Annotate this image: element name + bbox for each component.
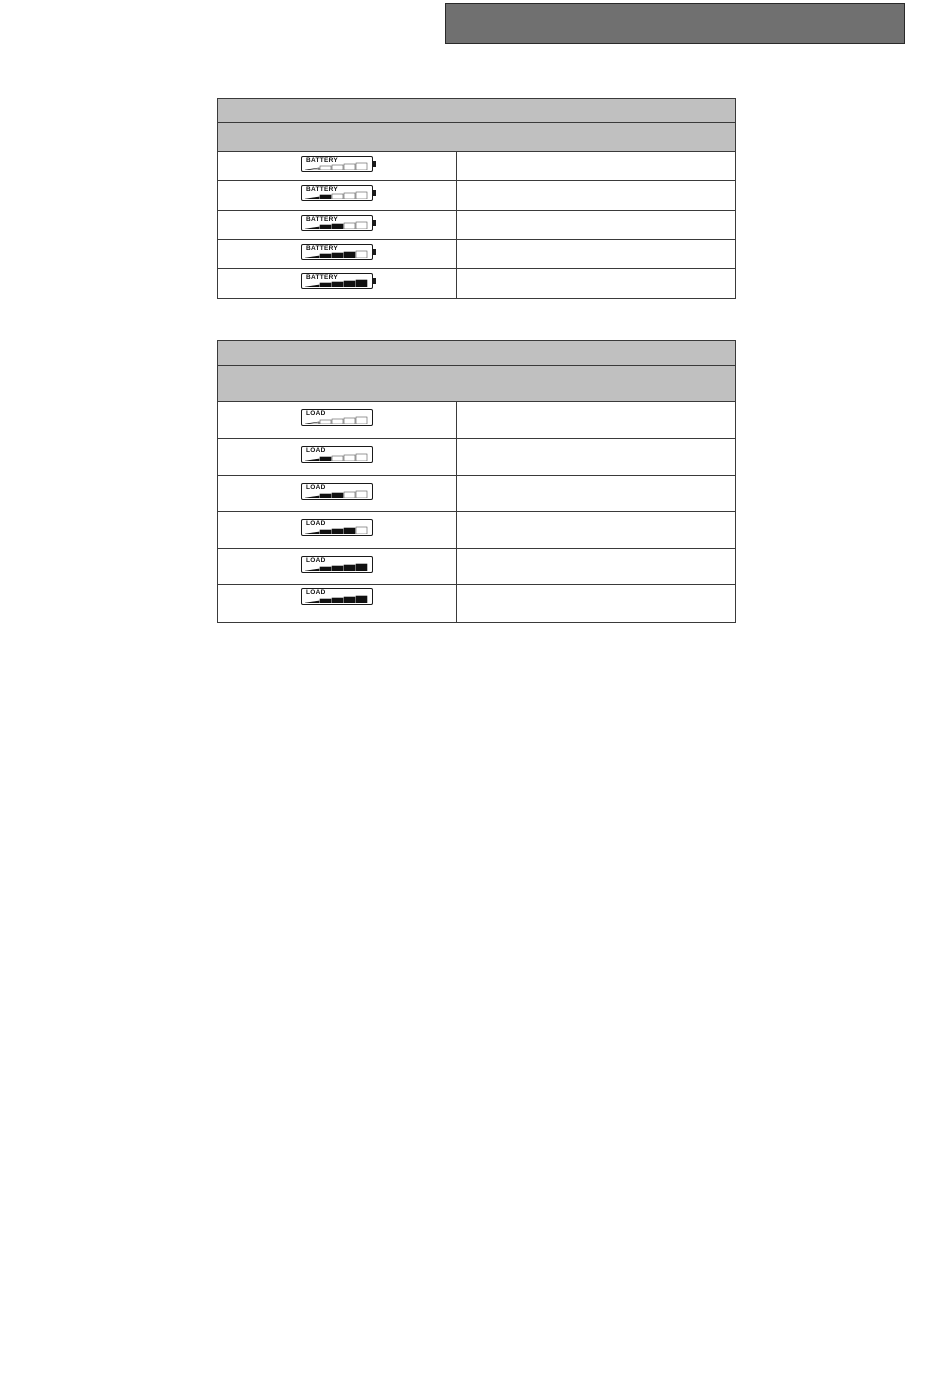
indicator-cell (218, 476, 457, 512)
load-table-title (218, 341, 736, 366)
level-segment (356, 280, 367, 287)
battery-indicator-icon: BATTERY (301, 156, 373, 172)
level-segment (320, 420, 331, 424)
level-segment (320, 254, 331, 258)
load-indicator-icon: LOAD (301, 519, 373, 536)
indicator-cell (218, 585, 457, 623)
table-row (218, 476, 736, 512)
level-wedge (305, 601, 319, 603)
level-wedge (305, 496, 319, 498)
level-segment (356, 527, 367, 534)
table-row (218, 240, 736, 269)
load-indicator-icon: LOAD (301, 556, 373, 573)
description-cell (457, 585, 736, 623)
section-header-bar (445, 3, 905, 44)
table-row (218, 152, 736, 181)
level-segment (320, 530, 331, 534)
level-segment (332, 598, 343, 603)
level-segment (320, 567, 331, 571)
level-segment (332, 493, 343, 498)
level-wedge (305, 168, 319, 170)
table-row (218, 181, 736, 211)
level-segment (356, 251, 367, 258)
indicator-cell (218, 439, 457, 476)
level-wedge (305, 532, 319, 534)
level-segment (320, 283, 331, 287)
load-table-subheader (218, 366, 736, 402)
level-segment (320, 225, 331, 229)
level-segment (356, 192, 367, 199)
description-cell (457, 402, 736, 439)
description-cell (457, 549, 736, 585)
level-wedge (305, 197, 319, 199)
load-indicator-icon: LOAD (301, 483, 373, 500)
battery-indicator-icon: BATTERY (301, 215, 373, 231)
indicator-cell (218, 152, 457, 181)
level-segment (356, 564, 367, 571)
level-segment (332, 566, 343, 571)
level-segment (320, 166, 331, 170)
indicator-cell (218, 402, 457, 439)
level-segment (332, 456, 343, 461)
level-wedge (305, 569, 319, 571)
level-segment (332, 419, 343, 424)
table-row (218, 402, 736, 439)
table-row (218, 439, 736, 476)
load-level-table (217, 340, 736, 623)
level-segment (356, 596, 367, 603)
level-segment (332, 529, 343, 534)
level-wedge (305, 285, 319, 287)
level-segment (344, 492, 355, 498)
level-segment (344, 193, 355, 199)
level-segment (332, 224, 343, 229)
battery-level-table (217, 98, 736, 299)
description-cell (457, 211, 736, 240)
load-indicator-icon: LOAD (301, 588, 373, 605)
description-cell (457, 152, 736, 181)
level-segment (344, 455, 355, 461)
level-segment (320, 494, 331, 498)
level-segment (344, 597, 355, 603)
level-wedge (305, 256, 319, 258)
battery-indicator-icon: BATTERY (301, 185, 373, 201)
level-segment (320, 195, 331, 199)
level-segment (332, 282, 343, 287)
indicator-cell (218, 181, 457, 211)
table-row (218, 512, 736, 549)
description-cell (457, 269, 736, 299)
level-segment (344, 164, 355, 170)
indicator-cell (218, 269, 457, 299)
battery-table-subheader (218, 123, 736, 152)
description-cell (457, 181, 736, 211)
level-segment (344, 223, 355, 229)
table-row (218, 549, 736, 585)
description-cell (457, 512, 736, 549)
description-cell (457, 439, 736, 476)
indicator-cell (218, 549, 457, 585)
level-segment (332, 253, 343, 258)
level-segment (320, 457, 331, 461)
level-wedge (305, 459, 319, 461)
indicator-cell (218, 211, 457, 240)
battery-table-title (218, 99, 736, 123)
indicator-cell (218, 512, 457, 549)
level-wedge (305, 227, 319, 229)
level-wedge (305, 422, 319, 424)
table-row (218, 269, 736, 299)
battery-indicator-icon: BATTERY (301, 273, 373, 289)
load-indicator-icon: LOAD (301, 446, 373, 463)
level-segment (320, 599, 331, 603)
level-segment (344, 281, 355, 287)
level-segment (356, 454, 367, 461)
level-segment (356, 222, 367, 229)
level-segment (356, 491, 367, 498)
level-segment (344, 418, 355, 424)
level-segment (356, 163, 367, 170)
battery-indicator-icon: BATTERY (301, 244, 373, 260)
level-segment (344, 565, 355, 571)
table-row (218, 585, 736, 623)
level-segment (344, 252, 355, 258)
table-row (218, 211, 736, 240)
level-segment (332, 165, 343, 170)
description-cell (457, 476, 736, 512)
indicator-cell (218, 240, 457, 269)
description-cell (457, 240, 736, 269)
load-indicator-icon: LOAD (301, 409, 373, 426)
level-segment (356, 417, 367, 424)
level-segment (332, 194, 343, 199)
level-segment (344, 528, 355, 534)
